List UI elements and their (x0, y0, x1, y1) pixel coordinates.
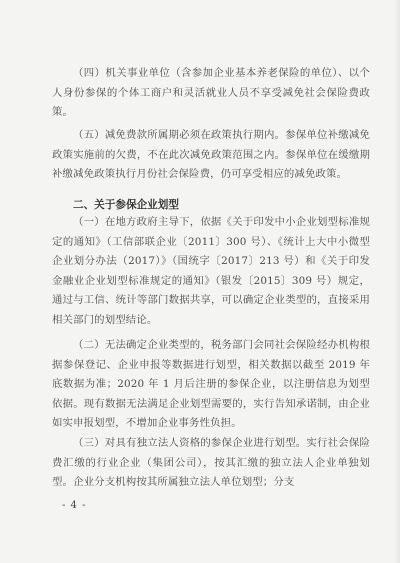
paragraph-classification-3: （三）对具有独立法人资格的参保企业进行划型。实行社会保险费汇缴的行业企业（集团公司），按其汇缴的独立法人企业单独划型。企业分支机构按其所属独立法人单位划型；分支 (52, 437, 370, 488)
page-edge-shadow (394, 0, 400, 563)
paragraph-item-4: （四）机关事业单位（含参加企业基本养老保险的单位）、以个人身份参保的个体工商户和灵活就业人员不享受减免社会保险费政策。 (52, 67, 370, 118)
page-number: - 4 - (62, 500, 87, 511)
paragraph-classification-1: （一）在地方政府主导下，依据《关于印发中小企业划型标准规定的通知》（工信部联企业〔2011〕300 号）、《统计上大中小微型企业划分办法（2017）》（国统字〔2017〕213 号）和《关于印发金融业企业划型标准规定的通知》（银发〔2015〕309 号）规定，通过与工信、统计等部门数据共享，可以确定企业类型的，直接采用相关部门的划型结论。 (52, 216, 370, 326)
paragraph-item-5: （五）减免费款所属期必须在政策执行期内。参保单位补缴减免政策实施前的欠费，不在此次减免政策范围之内。参保单位在缓缴期补缴减免政策执行月份社会保险费，仍可享受相应的减免政策。 (52, 129, 370, 180)
paragraph-classification-2: （二）无法确定企业类型的，税务部门会同社会保险经办机构根据参保登记、企业申报等数据进行划型，相关数据以截至 2019 年底数据为准；2020 年 1 月后注册的参保企业，以注册信息为划型依据。现有数据无法满足企业划型需要的，实行告知承诺制，由企业如实申报划型，不增加企业事务性负担。 (52, 339, 370, 429)
section-heading-2: 二、关于参保企业划型 (73, 199, 179, 211)
